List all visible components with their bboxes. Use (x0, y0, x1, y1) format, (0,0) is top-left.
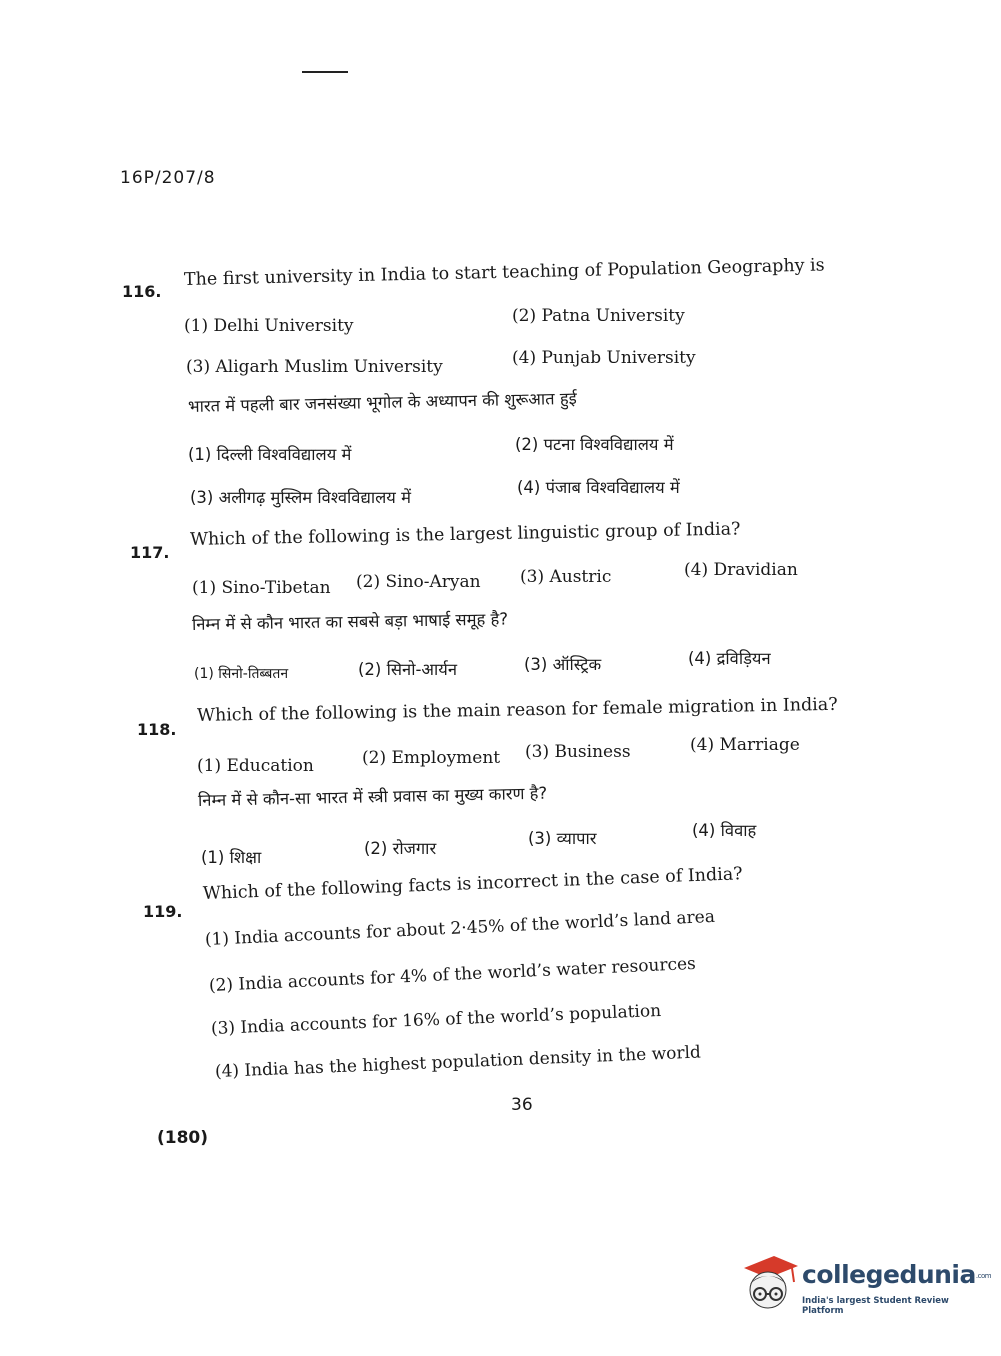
option-3-en[interactable]: (3) India accounts for 16% of the world’s population (210, 1000, 662, 1039)
option-4-en[interactable]: (4) Dravidian (684, 560, 798, 580)
option-4-en[interactable]: (4) Marriage (690, 735, 800, 755)
option-2-en[interactable]: (2) Patna University (512, 306, 685, 326)
question-text-en: The first university in India to start teaching of Population Geography is (183, 255, 825, 290)
question-text-en: Which of the following is the largest linguistic group of India? (189, 519, 741, 550)
serial-number: (180) (157, 1128, 209, 1148)
option-2-en[interactable]: (2) India accounts for 4% of the world’s water resources (208, 953, 697, 996)
option-3-en[interactable]: (3) Aligarh Muslim University (186, 357, 443, 377)
option-1-hi[interactable]: (1) सिनो-तिब्बतन (194, 666, 289, 682)
question-text-hi: निम्न में से कौन-सा भारत में स्त्री प्रवास का मुख्य कारण है? (197, 783, 548, 810)
option-4-en[interactable]: (4) Punjab University (512, 348, 696, 368)
logo-tagline: India's largest Student Review Platform (802, 1296, 949, 1316)
page-number: 36 (511, 1095, 533, 1115)
collegedunia-logo (740, 1252, 992, 1322)
option-3-hi[interactable]: (3) ऑस्ट्रिक (524, 655, 602, 674)
option-2-en[interactable]: (2) Sino-Aryan (356, 572, 481, 592)
question-number: 117. (130, 543, 170, 562)
option-1-en[interactable]: (1) India accounts for about 2·45% of the world’s land area (204, 906, 716, 950)
question-number: 119. (143, 902, 183, 921)
option-3-en[interactable]: (3) Austric (520, 567, 612, 587)
option-4-hi[interactable]: (4) पंजाब विश्वविद्यालय में (517, 478, 680, 497)
option-1-en[interactable]: (1) Sino-Tibetan (192, 578, 331, 598)
option-1-en[interactable]: (1) Education (197, 756, 314, 776)
option-2-hi[interactable]: (2) रोजगार (364, 839, 437, 858)
question-number: 116. (122, 282, 162, 301)
option-2-en[interactable]: (2) Employment (362, 748, 501, 768)
option-2-hi[interactable]: (2) सिनो-आर्यन (358, 660, 458, 679)
question-number: 118. (137, 720, 177, 739)
option-1-hi[interactable]: (1) शिक्षा (201, 848, 262, 867)
question-text-en: Which of the following facts is incorrect in the case of India? (202, 864, 743, 904)
option-1-en[interactable]: (1) Delhi University (184, 316, 354, 336)
question-text-hi: भारत में पहली बार जनसंख्या भूगोल के अध्यापन की शुरूआत हुई (187, 388, 577, 416)
option-2-hi[interactable]: (2) पटना विश्वविद्यालय में (515, 435, 674, 454)
option-3-en[interactable]: (3) Business (525, 742, 631, 762)
option-4-hi[interactable]: (4) द्रविड़ियन (688, 649, 771, 668)
option-4-hi[interactable]: (4) विवाह (692, 821, 757, 840)
option-3-hi[interactable]: (3) अलीगढ़ मुस्लिम विश्वविद्यालय में (190, 488, 411, 507)
option-3-hi[interactable]: (3) व्यापार (528, 829, 597, 848)
question-text-en: Which of the following is the main reason for female migration in India? (196, 694, 838, 726)
logo-wordmark: collegedunia.com (802, 1260, 992, 1289)
top-rule (302, 71, 348, 73)
option-4-en[interactable]: (4) India has the highest population density in the world (214, 1042, 702, 1082)
question-text-hi: निम्न में से कौन भारत का सबसे बड़ा भाषाई समूह है? (191, 609, 509, 634)
paper-code: 16P/207/8 (120, 168, 216, 188)
mascot-icon (740, 1254, 798, 1318)
option-1-hi[interactable]: (1) दिल्ली विश्वविद्यालय में (188, 445, 352, 464)
